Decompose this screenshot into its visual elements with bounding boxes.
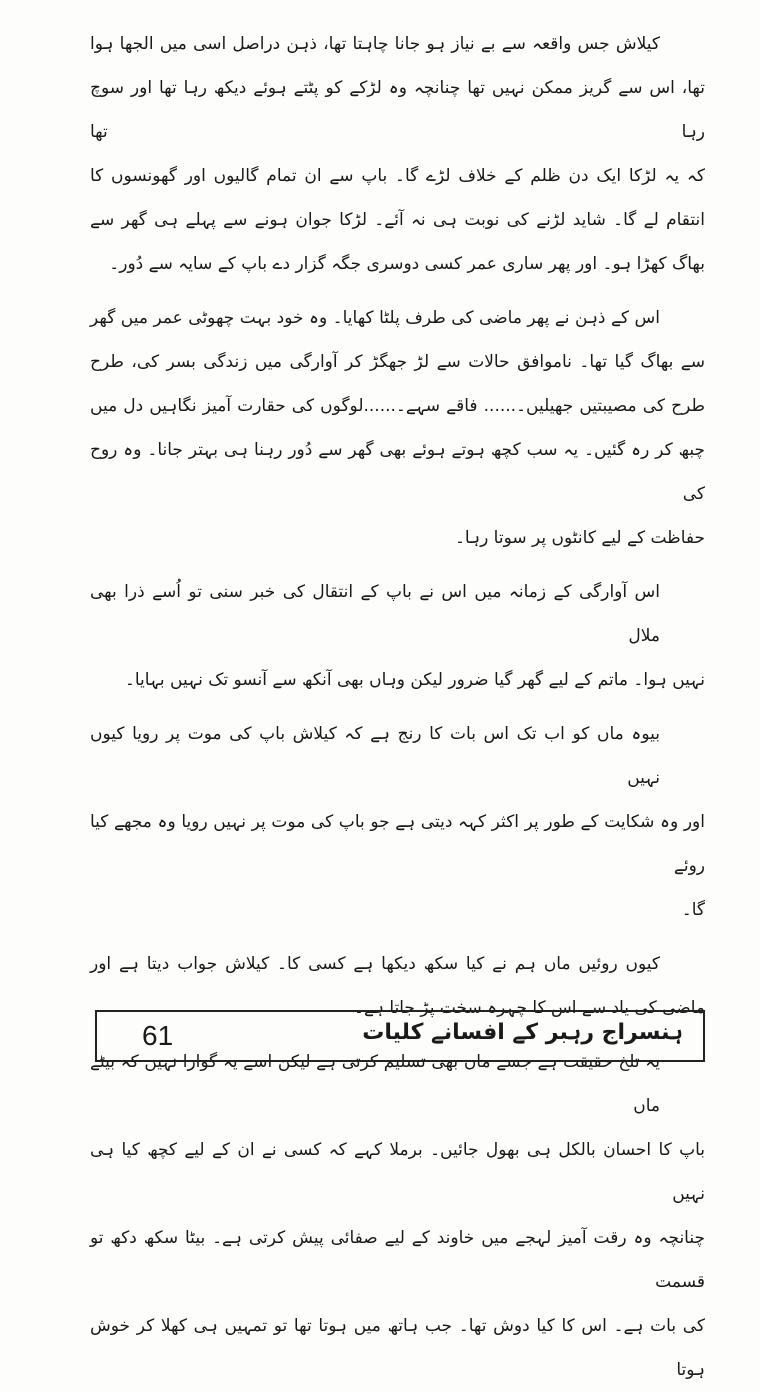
text-line: انتقام لے گا۔ شاید لڑنے کی نوبت ہی نہ آئے۔ لڑکا جوان ہونے سے پہلے ہی گھر سے [90, 210, 705, 230]
text-line: ماضی کی یاد سے اس کا چہرہ سخت پڑ جاتا ہے۔ [354, 998, 705, 1018]
text-line: باپ کا احسان بالکل ہی بھول جائیں۔ برملا کہے کہ کسی نے ان کے لیے کچھ کیا ہی نہیں [90, 1140, 705, 1204]
paragraph [90, 22, 705, 286]
text-line: چنانچہ وہ رقت آمیز لہجے میں خاوند کے لیے صفائی پیش کرتی ہے۔ بیٹا سکھ دکھ تو قسمت [90, 1228, 705, 1292]
paragraph [90, 570, 705, 702]
page-footer [95, 1010, 705, 1062]
text-line: حفاظت کے لیے کانٹوں پر سوتا رہا۔ [454, 528, 705, 548]
text-line: تھا، اس سے گریز ممکن نہیں تھا چنانچہ وہ لڑکے کو پٹتے ہوئے دیکھ رہا تھا اور سوچ رہا تھا [90, 78, 705, 142]
text-line: بھاگ کھڑا ہو۔ اور پھر ساری عمر کسی دوسری جگہ گزار دے باپ کے سایہ سے دُور۔ [109, 254, 705, 274]
text-line: اس آوارگی کے زمانہ میں اس نے باپ کے انتقال کی خبر سنی تو اُسے ذرا بھی ملال [90, 582, 660, 646]
text-line: طرح کی مصیبتیں جھیلیں۔...... فاقے سہے۔......لوگوں کی حقارت آمیز نگاہیں دل میں [90, 396, 705, 416]
text-line: چبھ کر رہ گئیں۔ یہ سب کچھ ہوتے ہوئے بھی گھر سے دُور رہنا ہی بہتر جانا۔ وہ روح کی [90, 440, 705, 504]
text-line: اور وہ شکایت کے طور پر اکثر کہہ دیتی ہے جو باپ کی موت پر نہیں رویا وہ مجھے کیا روئے [90, 812, 705, 876]
body-text [90, 22, 705, 1392]
text-line: کہ یہ لڑکا ایک دن ظلم کے خلاف لڑے گا۔ باپ سے ان تمام گالیوں اور گھونسوں کا [90, 166, 705, 186]
text-line: نہیں ہوا۔ ماتم کے لیے گھر گیا ضرور لیکن وہاں بھی آنکھ سے آنسو تک نہیں بہایا۔ [124, 670, 705, 690]
text-line: کی بات ہے۔ اس کا کیا دوش تھا۔ جب ہاتھ میں ہوتا تھا تو تمہیں ہی کھلا کر خوش ہوتا [90, 1316, 705, 1380]
book-title: ہنسراج رہبر کے افسانے کلیات [362, 1020, 683, 1045]
paragraph [90, 296, 705, 560]
page-number: 61 [142, 1020, 174, 1051]
text-line: گا۔ [681, 900, 705, 920]
text-line: یہ تلخ حقیقت ہے جسے ماں بھی تسلیم کرتی ہے لیکن اسے یہ گوارا نہیں کہ بیٹے ماں [90, 1052, 660, 1116]
text-line: کیوں روئیں ماں ہم نے کیا سکھ دیکھا ہے کسی کا۔ کیلاش جواب دیتا ہے اور [90, 954, 660, 974]
text-line: سے بھاگ گیا تھا۔ ناموافق حالات سے لڑ جھگڑ کر آوارگی میں زندگی بسر کی، طرح [90, 352, 705, 372]
paragraph [90, 712, 705, 932]
paragraph [90, 1040, 705, 1392]
text-line: بیوہ ماں کو اب تک اس بات کا رنج ہے کہ کیلاش باپ کی موت پر رویا کیوں نہیں [90, 724, 660, 788]
text-line: کیلاش جس واقعہ سے بے نیاز ہو جانا چاہتا تھا، ذہن دراصل اسی میں الجھا ہوا [90, 34, 660, 54]
text-line: اس کے ذہن نے پھر ماضی کی طرف پلٹا کھایا۔ وہ خود بہت چھوٹی عمر میں گھر [90, 308, 660, 328]
